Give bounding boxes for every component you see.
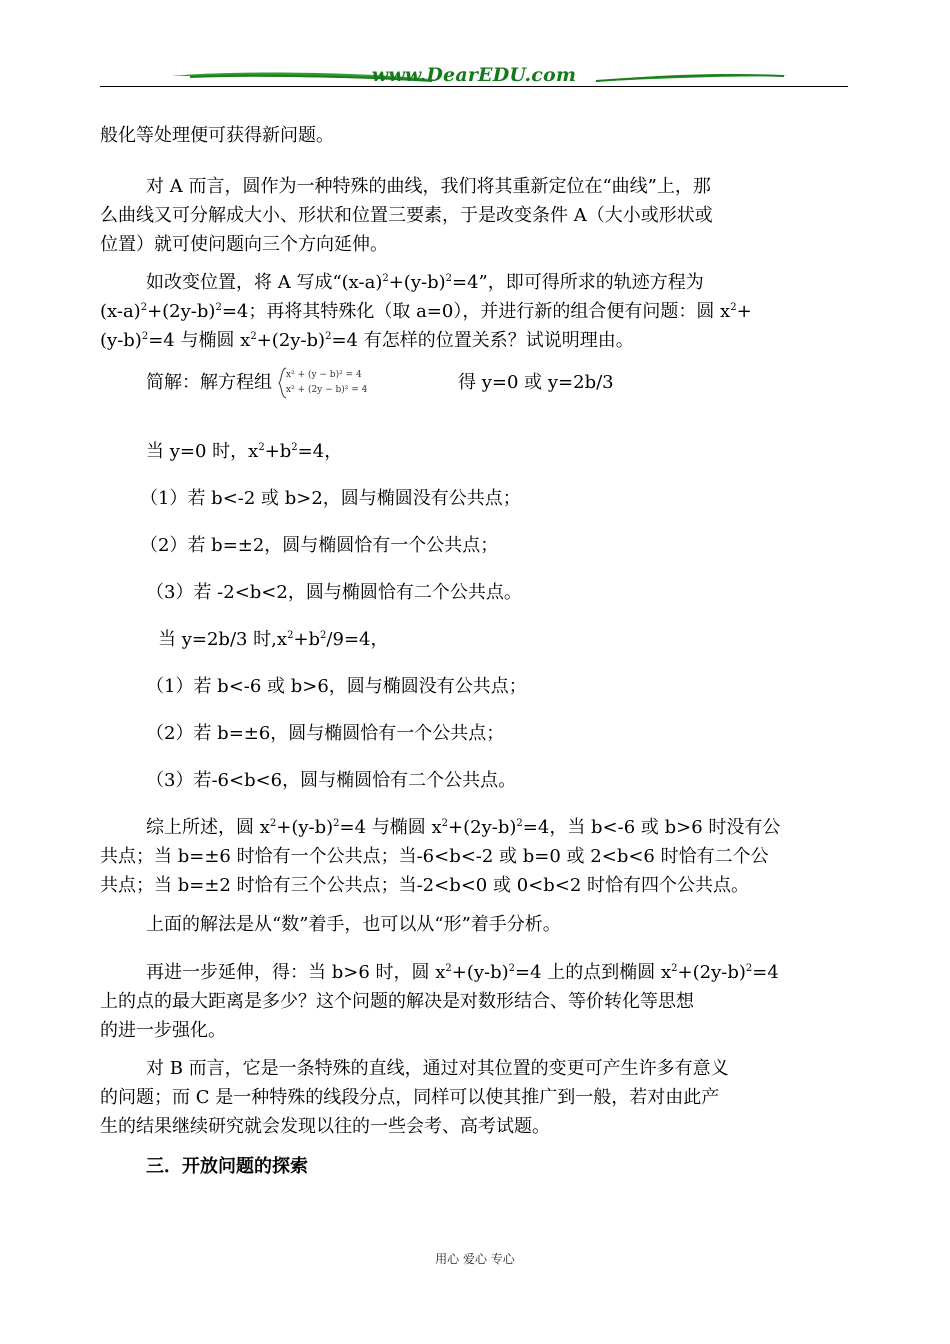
paragraph-method-note: 上面的解法是从“数”着手，也可以从“形”着手分析。 [146, 914, 561, 935]
equation-1: x² + (y − b)² = 4 [286, 370, 362, 380]
case-y2b3-item-1: （1）若 b<-6 或 b>6，圆与椭圆没有公共点； [146, 676, 527, 697]
site-brand-logo: www.DearEDU.com [371, 64, 577, 86]
case-y2b3-item-2: （2）若 b=±6，圆与椭圆恰有一个公共点； [146, 723, 505, 744]
paragraph-summary: 综上所述，圆 $x^2+(y-b)^2=4$ 与椭圆 $x^2+(2y-b)^2=4$，当 b<-6 或 b>6 时没有公 共点；当 b=±6 时恰有一个公共点；当-6<b<-2 或 b=0 或 2<b<6 时恰有二个公 共点；当 b=±2 时恰有三个公共点；当-2<b<0 或 0<b<2 时恰有四个公共点。 [100, 817, 781, 896]
paragraph-conditions-b-c: 对 B 而言，它是一条特殊的直线，通过对其位置的变更可产生许多有意义 的问题；而 C 是一种特殊的线段分点，同样可以使其推广到一般，若对由此产 生的结果继续研究就会发现以往的一些会考、高考试题。 [100, 1058, 729, 1137]
case-y0-item-3: （3）若 -2<b<2，圆与椭圆恰有二个公共点。 [146, 582, 522, 603]
right-swoosh-graphic [590, 68, 790, 88]
case-y0-heading: 当 y=0 时，$x^2+b^2=4$， [146, 441, 343, 462]
page-footer: 用心 爱心 专心 [435, 1252, 515, 1266]
case-y0-item-2: （2）若 b=±2，圆与椭圆恰有一个公共点； [140, 535, 499, 556]
solution-line: 简解：解方程组 x² + (y − b)² = 4 x² + (2y − b)² = 4 得 y=0 或 y=2b/3 [100, 366, 852, 400]
paragraph-continuation: 般化等处理便可获得新问题。 [100, 125, 334, 146]
page-header [100, 60, 848, 90]
equation-2: x² + (2y − b)² = 4 [286, 385, 368, 395]
section-heading: 三．开放问题的探索 [146, 1156, 308, 1177]
case-y0-item-1: （1）若 b<-2 或 b>2，圆与椭圆没有公共点； [140, 488, 521, 509]
case-y2b3-item-3: （3）若-6<b<6，圆与椭圆恰有二个公共点。 [146, 770, 517, 791]
header-rule [100, 86, 848, 87]
paragraph-condition-a: 对 A 而言，圆作为一种特殊的曲线，我们将其重新定位在“曲线”上，那 么曲线又可分解成大小、形状和位置三要素，于是改变条件 A（大小或形状或 位置）就可使问题向三个方向延伸。 [100, 176, 713, 255]
paragraph-change-position: 如改变位置，将 A 写成“$(x-a)^2+(y-b)^2=4$”，即可得所求的轨迹方程为 $(x-a)^2+(2y-b)^2=4$；再将其特殊化（取 a=0），并进行新的组合便有问题：圆 $x^2+$ $(y-b)^2=4$ 与椭圆 $x^2+(2y-b)^2=4$ 有怎样的位置关系？试说明理由。 [100, 272, 752, 351]
equation-system [276, 366, 454, 400]
paragraph-extension: 再进一步延伸，得：当 b>6 时，圆 $x^2+(y-b)^2=4$ 上的点到椭圆 $x^2+(2y-b)^2=4$ 上的点的最大距离是多少？这个问题的解决是对数形结合、等价转化等思想 的进一步强化。 [100, 962, 779, 1041]
case-y2b3-heading: 当 y=2b/3 时$,x^2+b^2/9=4$， [158, 629, 389, 650]
